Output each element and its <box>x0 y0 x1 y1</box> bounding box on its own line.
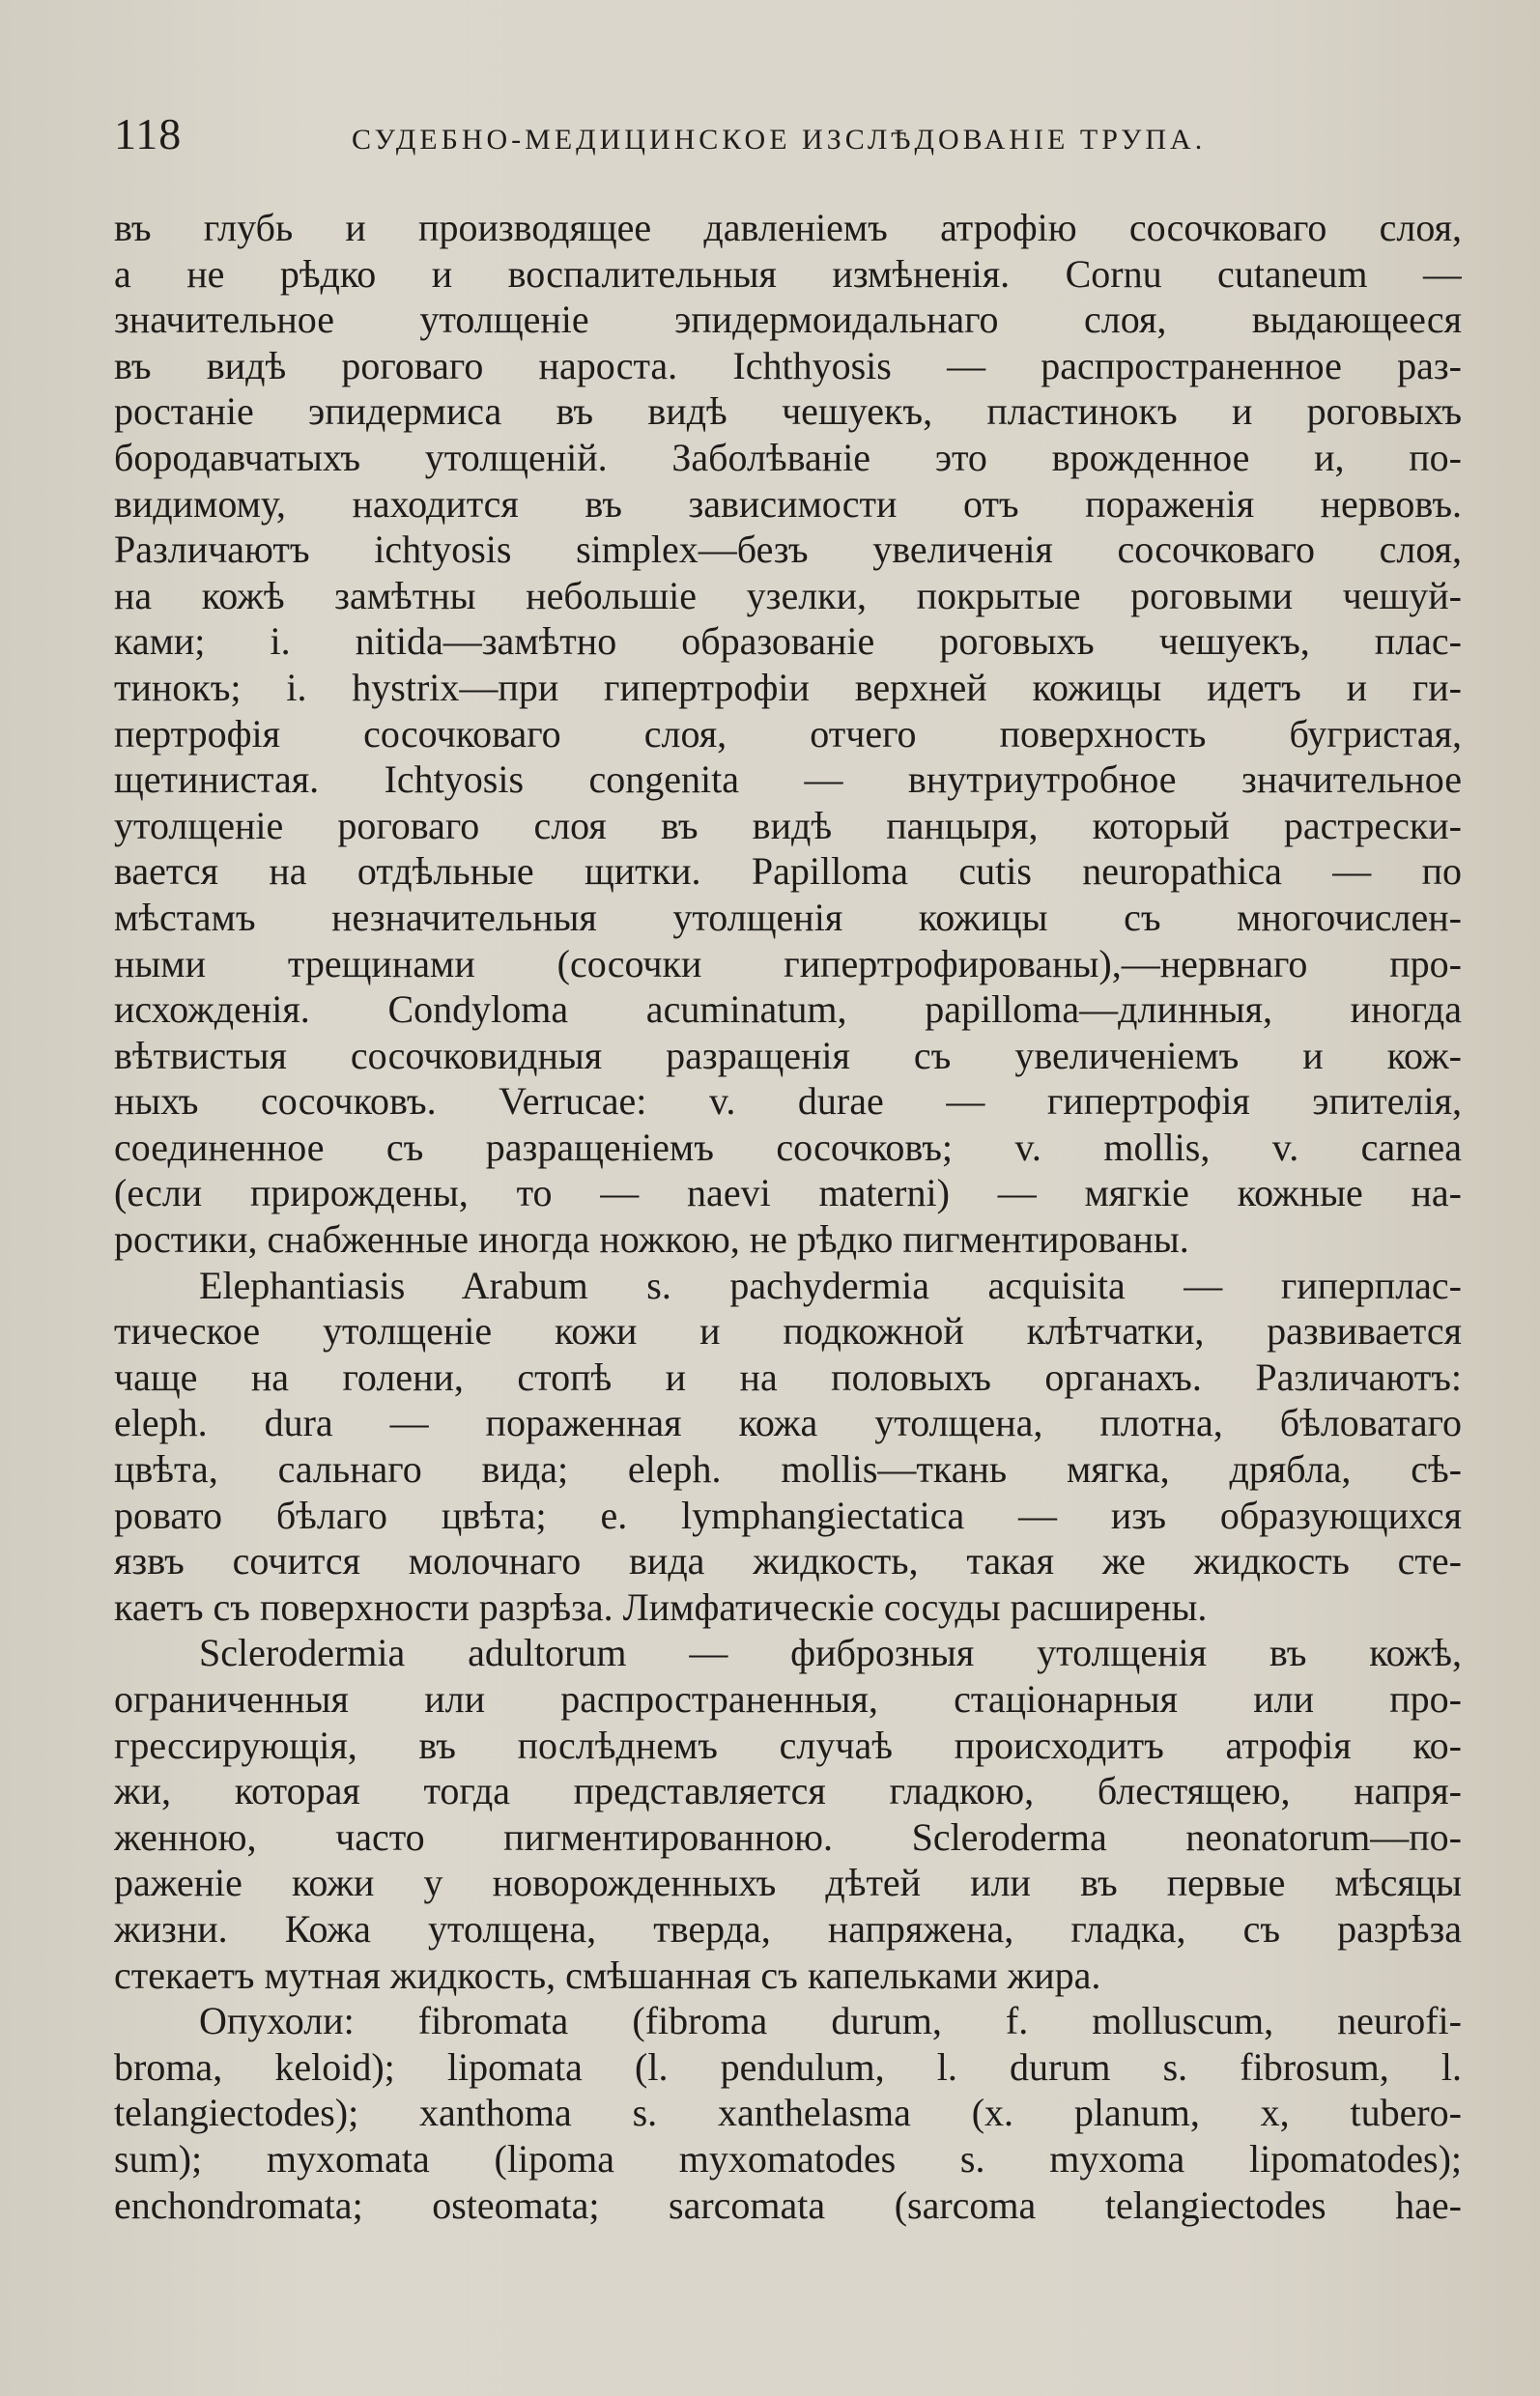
text-line: соединенное съ разращеніемъ сосочковъ; v. mollis, v. carnea <box>114 1125 1462 1169</box>
text-line: ограниченныя или распространенныя, стаціонарныя или про- <box>114 1677 1462 1721</box>
text-line: telangiectodes); xanthoma s. xanthelasma (x. planum, x, tubero- <box>114 2091 1462 2135</box>
text-line: жизни. Кожа утолщена, тверда, напряжена, гладка, съ разрѣза <box>114 1906 1462 1951</box>
text-line: sum); myxomata (lipoma myxomatodes s. myxoma lipomatodes); <box>114 2136 1462 2181</box>
text-line: Различаютъ ichtyosis simplex—безъ увеличенія сосочковаго слоя, <box>114 528 1462 572</box>
text-line: въ глубь и производящее давленіемъ атрофію сосочковаго слоя, <box>114 206 1462 249</box>
text-line: eleph. dura — пораженная кожа утолщена, плотна, бѣловатаго <box>114 1401 1462 1445</box>
text-line: enchondromata; osteomata; sarcomata (sarcoma telangiectodes hae- <box>114 2182 1462 2227</box>
text-line: ныхъ сосочковъ. Verrucae: v. durae — гипертрофія эпителія, <box>114 1079 1462 1124</box>
text-line: ровато бѣлаго цвѣта; e. lymphangiectatica — изъ образующихся <box>114 1493 1462 1537</box>
text-line: тинокъ; i. hystrix—при гипертрофіи верхней кожицы идетъ и ги- <box>114 665 1462 709</box>
text-line: каетъ съ поверхности разрѣза. Лимфатическіе сосуды расширены. <box>114 1584 1208 1629</box>
running-title: СУДЕБНО-МЕДИЦИНСКОЕ ИЗСЛѢДОВАНІЕ ТРУПА. <box>352 124 1207 156</box>
text-line: жи, которая тогда представляется гладкою, блестящею, напря- <box>114 1769 1462 1813</box>
paragraph-start-line: Sclerodermia adultorum — фиброзныя утолщенія въ кожѣ, <box>199 1631 1462 1675</box>
text-line: видимому, находится въ зависимости отъ пораженія нервовъ. <box>114 481 1462 526</box>
body-text <box>114 205 1462 2228</box>
text-line: пертрофія сосочковаго слоя, отчего поверхность бугристая, <box>114 711 1462 756</box>
text-line: ростаніе эпидермиса въ видѣ чешуекъ, пластинокъ и роговыхъ <box>114 389 1462 434</box>
page-header <box>114 108 1467 166</box>
text-line: раженіе кожи у новорожденныхъ дѣтей или въ первые мѣсяцы <box>114 1861 1462 1905</box>
text-line: ками; i. nitida—замѣтно образованіе роговыхъ чешуекъ, плас- <box>114 619 1462 664</box>
text-line: грессирующія, въ послѣднемъ случаѣ происходитъ атрофія ко- <box>114 1723 1462 1767</box>
page-number: 118 <box>114 109 183 158</box>
text-line: въ видѣ роговаго нароста. Ichthyosis — распространенное раз- <box>114 343 1462 387</box>
text-line: тическое утолщеніе кожи и подкожной клѣтчатки, развивается <box>114 1309 1462 1354</box>
text-line: язвъ сочится молочнаго вида жидкость, такая же жидкость сте- <box>114 1539 1462 1583</box>
paragraph-start-line: Опухоли: fibromata (fibroma durum, f. molluscum, neurofi- <box>199 1999 1462 2043</box>
text-line: (если прирождены, то — naevi materni) — мягкіе кожные на- <box>114 1171 1462 1215</box>
text-line: вѣтвистыя сосочковидныя разращенія съ увеличеніемъ и кож- <box>114 1033 1462 1077</box>
text-line: исхожденія. Condyloma acuminatum, papilloma—длинныя, иногда <box>114 987 1462 1032</box>
text-line: вается на отдѣльные щитки. Papilloma cutis neuropathica — по <box>114 849 1462 894</box>
text-line: ными трещинами (сосочки гипертрофированы),—нервнаго про- <box>114 941 1462 985</box>
text-line: а не рѣдко и воспалительныя измѣненія. Cornu cutaneum — <box>114 251 1462 296</box>
text-line: женною, часто пигментированною. Scleroderma neonatorum—по- <box>114 1814 1462 1859</box>
text-line: стекаетъ мутная жидкость, смѣшанная съ капельками жира. <box>114 1953 1101 1997</box>
text-line: на кожѣ замѣтны небольшіе узелки, покрытые роговыми чешуй- <box>114 573 1462 617</box>
text-line: чаще на голени, стопѣ и на половыхъ органахъ. Различаютъ: <box>114 1355 1462 1399</box>
text-line: щетинистая. Ichtyosis congenita — внутриутробное значительное <box>114 757 1462 802</box>
text-line: значительное утолщеніе эпидермоидальнаго слоя, выдающееся <box>114 298 1462 342</box>
text-line: broma, keloid); lipomata (l. pendulum, l. durum s. fibrosum, l. <box>114 2044 1462 2089</box>
text-line: утолщеніе роговаго слоя въ видѣ панцыря, который растрески- <box>114 803 1462 847</box>
text-line: ростики, снабженные иногда ножкою, не рѣдко пигментированы. <box>114 1217 1189 1262</box>
text-line: мѣстамъ незначительныя утолщенія кожицы съ многочислен- <box>114 895 1462 939</box>
text-line: бородавчатыхъ утолщеній. Заболѣваніе это врожденное и, по- <box>114 435 1462 479</box>
paragraph-start-line: Elephantiasis Arabum s. pachydermia acquisita — гиперплас- <box>199 1263 1462 1307</box>
text-line: цвѣта, сальнаго вида; eleph. mollis—ткань мягка, дрябла, сѣ- <box>114 1447 1462 1492</box>
